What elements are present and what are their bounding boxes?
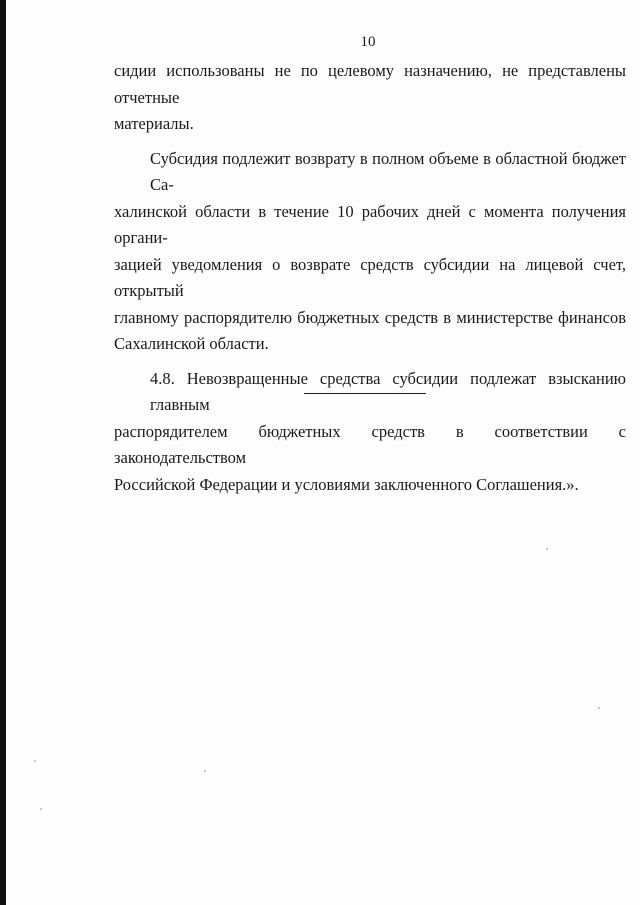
text-line: распорядителем бюджетных средств в соответствии с законодательством bbox=[114, 421, 626, 467]
text-line: зацией уведомления о возврате средств субсидии на лицевой счет, открытый bbox=[114, 254, 626, 300]
page-number: 10 bbox=[360, 34, 376, 50]
paragraph-refund bbox=[114, 146, 626, 358]
text-line: 4.8. Невозвращенные средства субсидии подлежат взысканию главным bbox=[150, 368, 626, 414]
scan-speck bbox=[546, 548, 548, 550]
text-line: главному распорядителю бюджетных средств в министерстве финансов bbox=[114, 307, 626, 327]
document-body bbox=[114, 58, 626, 498]
text-line: халинской области в течение 10 рабочих дней с момента получения органи- bbox=[114, 201, 626, 247]
separator-line bbox=[304, 393, 426, 394]
scan-border bbox=[0, 0, 6, 905]
text-line: материалы. bbox=[114, 114, 194, 133]
text-line: Субсидия подлежит возврату в полном объеме в областной бюджет Са- bbox=[150, 148, 626, 194]
text-line: Сахалинской области. bbox=[114, 334, 269, 353]
scan-speck bbox=[598, 707, 600, 709]
text-line: Российской Федерации и условиями заключенного Соглашения.». bbox=[114, 474, 579, 494]
scan-speck bbox=[34, 760, 36, 762]
text-line: сидии использованы не по целевому назначению, не представлены отчетные bbox=[114, 61, 626, 107]
paragraph-4-8 bbox=[114, 366, 626, 499]
paragraph-continuation bbox=[114, 58, 626, 138]
scan-speck bbox=[204, 770, 206, 772]
scan-speck bbox=[40, 808, 42, 810]
